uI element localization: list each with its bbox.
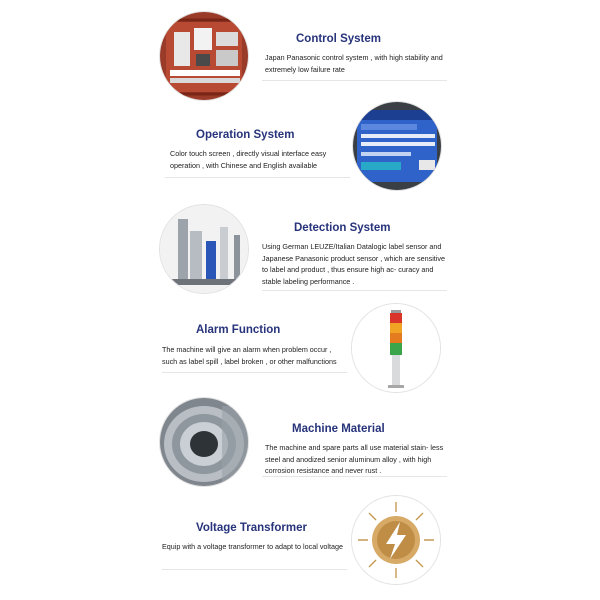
section-title: Machine Material bbox=[292, 423, 385, 435]
section-title: Alarm Function bbox=[196, 324, 281, 336]
section-description: The machine and spare parts all use material stain- less steel and anodized senior aluminum alloy , with high corrosion resistance and never rust . bbox=[265, 443, 444, 475]
section-description: Equip with a voltage transformer to adapt to local voltage bbox=[162, 542, 343, 551]
divider bbox=[262, 290, 447, 291]
divider bbox=[262, 476, 447, 477]
section-title: Voltage Transformer bbox=[196, 522, 307, 534]
divider bbox=[165, 177, 350, 178]
section-description: Using German LEUZE/Italian Datalogic label sensor and Japanese Panasonic product sensor , which are sensitive to label and product , thus ensure high ac- curacy and stable labeling performance . bbox=[262, 242, 445, 286]
alarm-light-photo bbox=[352, 304, 440, 392]
sensor-photo bbox=[160, 205, 248, 293]
section-description: Color touch screen , directly visual interface easy operation , with Chinese and English available bbox=[170, 149, 327, 170]
section-description: Japan Panasonic control system , with high stability and extremely low failure rate bbox=[265, 53, 443, 74]
lightning-bolt-icon bbox=[352, 496, 440, 584]
touch-screen-photo bbox=[353, 102, 441, 190]
divider bbox=[162, 372, 347, 373]
section-title: Detection System bbox=[294, 222, 391, 234]
steel-coil-photo bbox=[160, 398, 248, 486]
divider bbox=[262, 80, 447, 81]
section-description: The machine will give an alarm when problem occur , such as label spill , label broken , or other malfunctions bbox=[162, 345, 337, 366]
section-title: Operation System bbox=[196, 129, 295, 141]
section-title: Control System bbox=[296, 33, 381, 45]
control-panel-photo bbox=[160, 12, 248, 100]
divider bbox=[162, 569, 347, 570]
